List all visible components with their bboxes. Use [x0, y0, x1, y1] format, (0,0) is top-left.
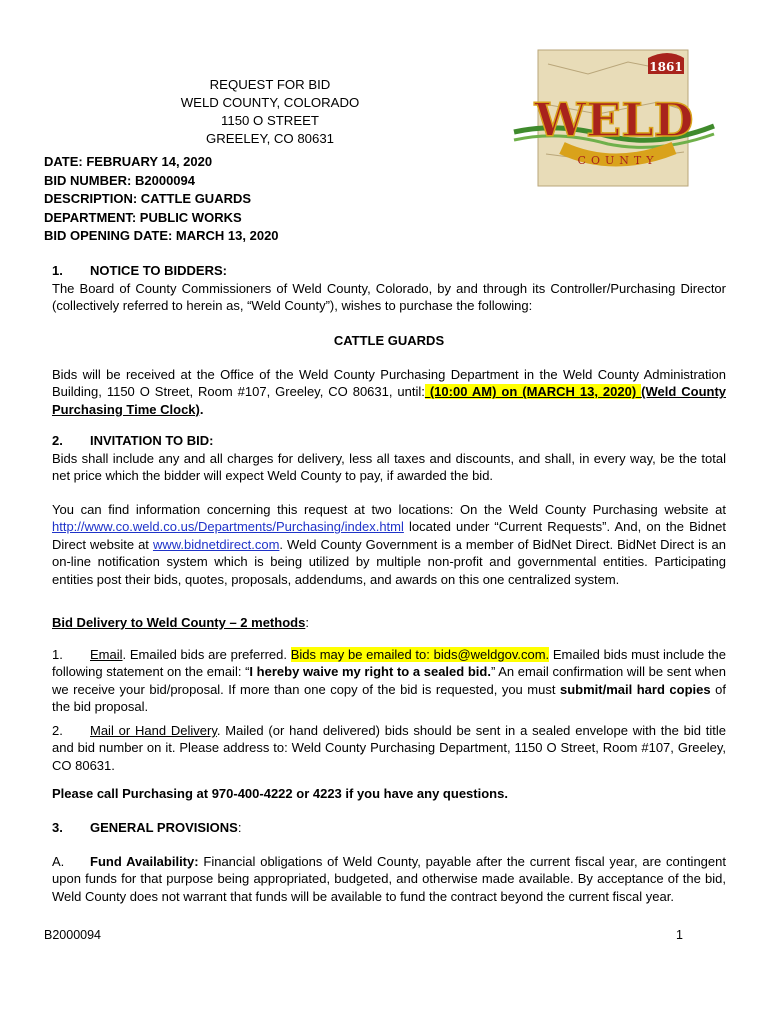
bid-metadata: [44, 153, 279, 246]
email-highlight: Bids may be emailed to: bids@weldgov.com.: [290, 647, 550, 662]
section-2-body: Bids shall include any and all charges for delivery, less all taxes and discounts, and shall, in every way, be the total net price which the bidder will expect Weld County to pay, if awarded the bid.: [52, 451, 726, 484]
logo-word: WELD: [534, 93, 694, 147]
weld-county-logo: [508, 44, 716, 190]
bid-description: DESCRIPTION: CATTLE GUARDS: [44, 191, 252, 207]
request-header: [145, 76, 395, 148]
contact-line: Please call Purchasing at 970-400-4222 or 4223 if you have any questions.: [52, 786, 508, 801]
section-1-body: The Board of County Commissioners of Weld County, Colorado, by and through its Controller/Purchasing Director (collectively referred to herein as, “Weld County”), wishes to purchase the following:: [52, 281, 726, 314]
item-title: CATTLE GUARDS: [333, 333, 445, 348]
info-paragraph: You can find information concerning this request at two locations: On the Weld County Purchasing website at http://www.co.weld.co.us/Departments/Purchasing/index.html located under “Current Requests”. And, on the Bidnet Direct website at www.bidnetdirect.com. Weld County Government is a member of BidNet Direct. BidNet Direct is an on-line notification system which is being utilized by multiple non-profit and governmental entities. Participating entities post their bids, quotes, proposals, addendums, and awards on this one centralized system.: [52, 502, 727, 587]
delivery-method-mail: 2. Mail or Hand Delivery. Mailed (or hand delivered) bids should be sent in a sealed envelope with the bid title and bid number on it. Please address to: Weld County Purchasing Department, 1150 O Street, Room #107, Greeley, CO 80631.: [52, 723, 726, 773]
header-city: GREELEY, CO 80631: [205, 131, 335, 146]
footer-bid-number: B2000094: [44, 928, 102, 942]
bid-department: DEPARTMENT: PUBLIC WORKS: [44, 209, 242, 225]
page-number: 1: [676, 928, 683, 942]
header-county: WELD COUNTY, COLORADO: [180, 95, 360, 110]
section-2-heading: 2. INVITATION TO BID:: [52, 433, 214, 448]
bid-opening-date: BID OPENING DATE: MARCH 13, 2020: [44, 228, 279, 244]
deadline-highlight: (10:00 AM) on (MARCH 13, 2020): [424, 384, 642, 400]
bid-receipt-paragraph: Bids will be received at the Office of the Weld County Purchasing Department in the Weld County Administration Building, 1150 O Street, Room #107, Greeley, CO 80631, until: (10:00 AM) on (MARCH 13, 2020) (Weld County Purchasing Time Clock).: [52, 367, 727, 417]
bid-number: BID NUMBER: B2000094: [44, 172, 195, 188]
bidnet-link[interactable]: www.bidnetdirect.com: [152, 536, 280, 552]
delivery-method-email: 1. Email. Emailed bids are preferred. Bids may be emailed to: bids@weldgov.com. Emailed bids must include the following statement on the email: “I hereby waive my right to a sealed bid.” An email confirmation will be sent when we receive your bid/proposal. If more than one copy of the bid is requested, you must submit/mail hard copies of the bid proposal.: [52, 647, 727, 715]
section-1-heading: 1. NOTICE TO BIDDERS:: [52, 263, 227, 278]
section-3-heading: 3. GENERAL PROVISIONS:: [52, 820, 242, 835]
logo-county: COUNTY: [577, 154, 659, 167]
header-title: REQUEST FOR BID: [209, 77, 331, 92]
fund-availability-paragraph: A. Fund Availability: Financial obligations of Weld County, payable after the current fiscal year, are contingent upon funds for that purpose being appropriated, budgeted, and otherwise made available. By acceptance of the bid, Weld County does not warrant that funds will be available to fund the contract beyond the current fiscal year.: [52, 854, 726, 904]
purchasing-website-link[interactable]: http://www.co.weld.co.us/Departments/Purchasing/index.html: [52, 519, 404, 535]
bid-date: DATE: FEBRUARY 14, 2020: [44, 154, 213, 169]
delivery-heading: Bid Delivery to Weld County – 2 methods:: [52, 615, 309, 630]
logo-year: 1861: [649, 60, 683, 74]
header-street: 1150 O STREET: [221, 113, 319, 128]
